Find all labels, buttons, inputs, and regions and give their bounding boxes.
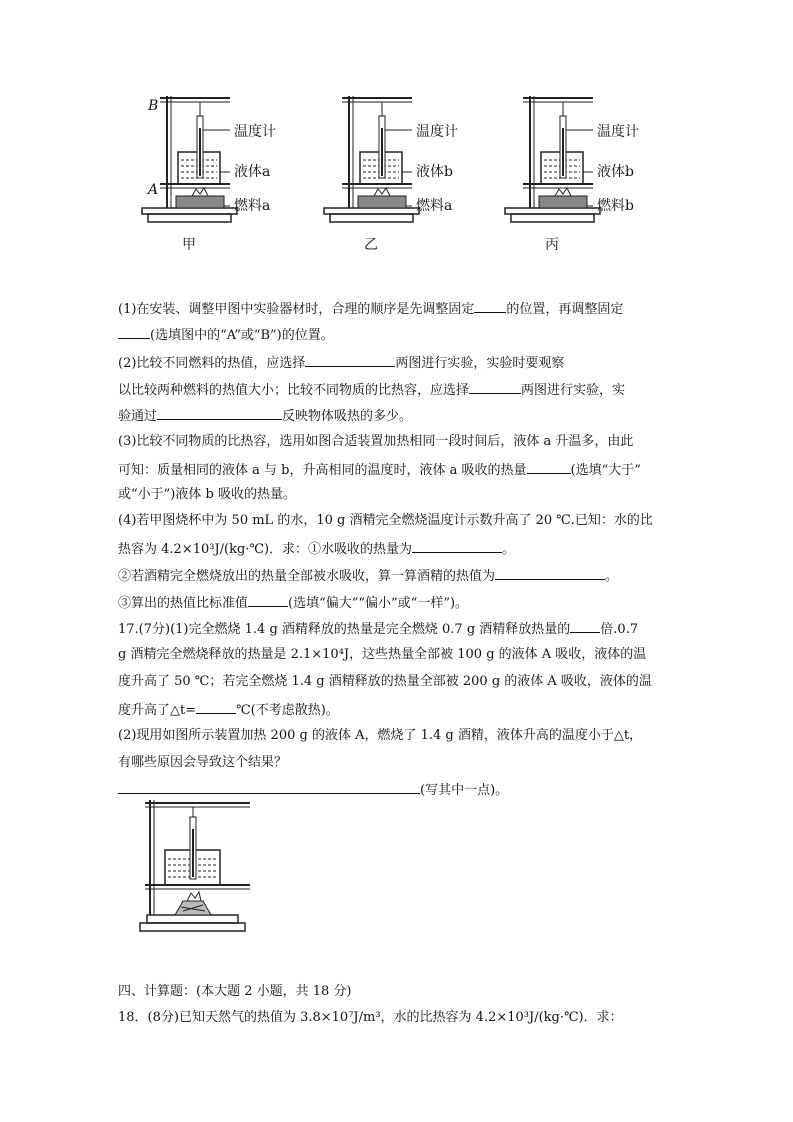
text: 可知：质量相同的液体 a 与 b，升高相同的温度时，液体 a 吸收的热量 — [118, 463, 527, 478]
thermometer-label: 温度计 — [416, 124, 458, 140]
thermometer-label: 温度计 — [234, 124, 276, 140]
q16-part2-line2 — [118, 379, 678, 401]
text: 验通过 — [118, 409, 158, 424]
fuel-label: 燃料a — [234, 198, 271, 214]
text: 倍.0.7 — [600, 622, 639, 637]
answer-blank[interactable] — [248, 592, 288, 607]
q18-line1 — [118, 1008, 678, 1028]
fuel-label: 燃料a — [416, 198, 453, 214]
apparatus-yi-drawing — [312, 88, 502, 258]
text: ③算出的热值比标准值 — [118, 596, 249, 611]
text: 度升高了 50 ℃；若完全燃烧 1.4 g 酒精释放的热量全部被 200 g 的液体 A 吸收，液体的温 — [118, 674, 652, 689]
q16-part4-line1 — [118, 511, 678, 531]
answer-blank[interactable] — [495, 565, 605, 580]
q17-line4 — [118, 699, 678, 721]
text: g 酒精完全燃烧释放的热量是 2.1×10⁴J，这些热量全部被 100 g 的液体 A 吸收，液体的温 — [118, 647, 647, 662]
text: 。 — [502, 542, 516, 557]
answer-blank[interactable] — [305, 352, 395, 367]
figure-q17-apparatus — [135, 795, 265, 940]
text: (选填“偏大”“偏小”或“一样”)。 — [288, 596, 469, 611]
alcohol-lamp-apparatus-drawing — [135, 795, 265, 940]
label-a: A — [148, 182, 159, 198]
text: ℃(不考虑散热)。 — [236, 703, 339, 718]
q16-part2-line3 — [118, 405, 678, 427]
q16-part1-line2 — [118, 324, 678, 346]
liquid-label: 液体b — [597, 164, 634, 180]
q16-part4-line3 — [118, 565, 678, 587]
text: (选填图中的“A”或“B”)的位置。 — [150, 328, 334, 343]
answer-blank[interactable] — [157, 405, 282, 420]
figure-caption: 甲 — [182, 237, 196, 253]
figure-caption: 乙 — [364, 237, 378, 253]
figure-yi — [312, 88, 502, 258]
liquid-label: 液体a — [234, 164, 271, 180]
figure-jia — [130, 88, 320, 258]
text: 以比较两种燃料的热值大小；比较不同物质的比热容，应选择 — [118, 383, 470, 398]
text: 或“小于”)液体 b 吸收的热量。 — [118, 487, 296, 502]
text: 有哪些原因会导致这个结果？ — [118, 755, 288, 770]
text: (2)现用如图所示装置加热 200 g 的液体 A，燃烧了 1.4 g 酒精，液体升高的温度小于△t， — [118, 728, 643, 743]
answer-blank[interactable] — [118, 324, 150, 339]
text: 两图进行实验，实 — [521, 383, 626, 398]
answer-blank[interactable] — [469, 379, 521, 394]
answer-blank[interactable] — [412, 538, 502, 553]
q16-part4-line4 — [118, 592, 678, 614]
text: 18．(8分)已知天然气的热值为 3.8×10⁷J/m³，水的比热容为 4.2×10³J/(kg·℃)．求： — [118, 1010, 623, 1025]
text: 的位置，再调整固定 — [506, 302, 624, 317]
answer-blank[interactable] — [570, 618, 600, 633]
q17-line1 — [118, 618, 678, 640]
q16-part3-line1 — [118, 432, 678, 452]
text: (选填“大于” — [570, 463, 641, 478]
section-4-heading — [118, 982, 678, 1002]
text: (4)若甲图烧杯中为 50 mL 的水，10 g 酒精完全燃烧温度计示数升高了 20 ℃.已知：水的比 — [118, 513, 653, 528]
text: ②若酒精完全燃烧放出的热量全部被水吸收，算一算酒精的热值为 — [118, 569, 496, 584]
fuel-label: 燃料b — [597, 198, 634, 214]
text: (3)比较不同物质的比热容，选用如图合适装置加热相同一段时间后，液体 a 升温多，由此 — [118, 434, 634, 449]
q17-line6 — [118, 753, 678, 773]
text: (2)比较不同燃料的热值，应选择 — [118, 356, 306, 371]
q17-line3 — [118, 672, 678, 692]
q16-part3-line3 — [118, 485, 678, 505]
answer-blank[interactable] — [527, 459, 571, 474]
apparatus-jia-drawing — [130, 88, 320, 258]
figure-caption: 丙 — [545, 237, 559, 253]
q16-part2-line1 — [118, 352, 678, 374]
q16-part4-line2 — [118, 538, 678, 560]
text: 两图进行实验，实验时要观察 — [395, 356, 565, 371]
q16-part3-line2 — [118, 459, 678, 481]
experiment-figures — [130, 88, 690, 258]
answer-blank[interactable] — [118, 779, 420, 794]
text: 度升高了△t= — [118, 703, 197, 718]
q17-line5 — [118, 726, 678, 746]
apparatus-bing-drawing — [493, 88, 683, 258]
text: 反映物体吸热的多少。 — [282, 409, 413, 424]
thermometer-label: 温度计 — [597, 124, 639, 140]
label-b: B — [148, 98, 159, 114]
text: (写其中一点)。 — [420, 783, 509, 798]
answer-blank[interactable] — [474, 298, 506, 313]
q17-line2 — [118, 645, 678, 665]
liquid-label: 液体b — [416, 164, 453, 180]
text: 。 — [605, 569, 619, 584]
text: 17.(7分)(1)完全燃烧 1.4 g 酒精释放的热量是完全燃烧 0.7 g 酒精释放热量的 — [118, 622, 571, 637]
figure-bing — [493, 88, 683, 258]
answer-blank[interactable] — [196, 699, 236, 714]
q16-part1-line1 — [118, 298, 678, 320]
text: 热容为 4.2×10³J/(kg·℃)．求：①水吸收的热量为 — [118, 542, 413, 557]
text: 四、计算题：(本大题 2 小题，共 18 分) — [118, 984, 352, 999]
text: (1)在安装、调整甲图中实验器材时，合理的顺序是先调整固定 — [118, 302, 475, 317]
